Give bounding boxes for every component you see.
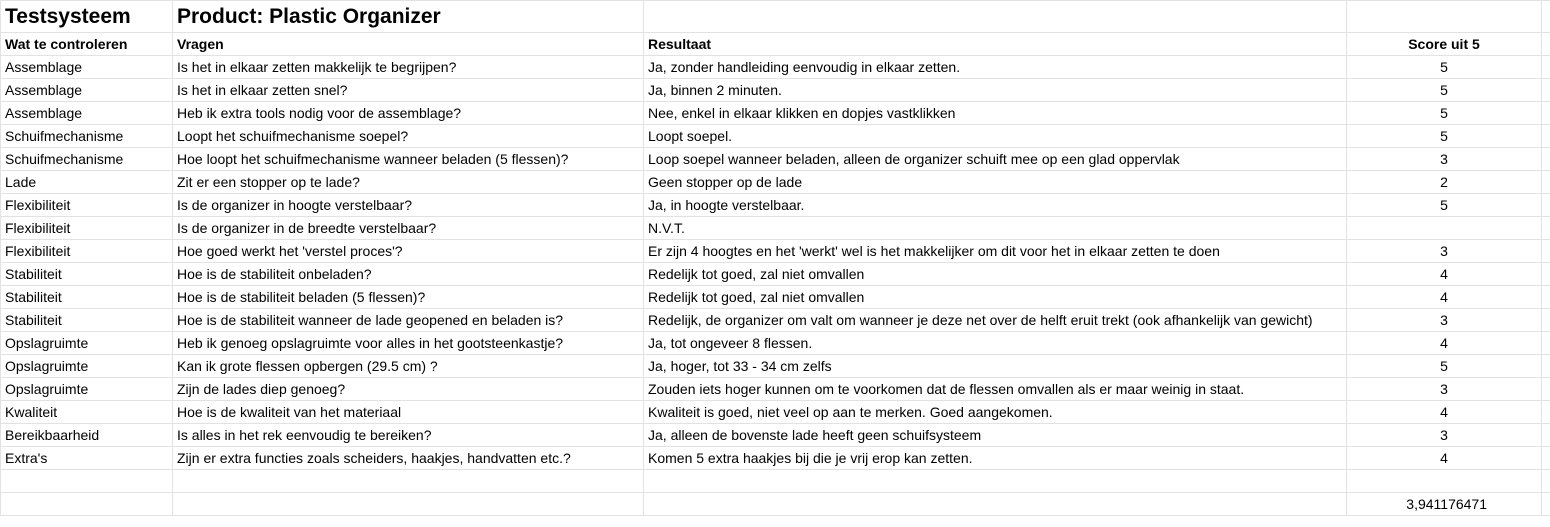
check-cell[interactable]: Bereikbaarheid — [1, 424, 173, 447]
cell[interactable] — [1542, 470, 1550, 493]
result-cell[interactable]: N.V.T. — [644, 217, 1347, 240]
cell[interactable] — [1542, 355, 1550, 378]
header-score-cell[interactable]: Score uit 5 — [1347, 33, 1542, 56]
empty-row — [1, 470, 1550, 493]
score-cell[interactable]: 5 — [1347, 355, 1542, 378]
score-cell[interactable]: 4 — [1347, 332, 1542, 355]
question-cell[interactable]: Hoe is de stabiliteit onbeladen? — [173, 263, 644, 286]
question-cell[interactable]: Is het in elkaar zetten snel? — [173, 79, 644, 102]
cell[interactable] — [1542, 240, 1550, 263]
question-cell[interactable]: Is de organizer in de breedte verstelbaar? — [173, 217, 644, 240]
result-cell[interactable]: Er zijn 4 hoogtes en het 'werkt' wel is het makkelijker om dit voor het in elkaar zetten te doen — [644, 240, 1347, 263]
cell[interactable] — [1, 470, 173, 493]
question-cell[interactable]: Kan ik grote flessen opbergen (29.5 cm) ? — [173, 355, 644, 378]
score-cell[interactable]: 3 — [1347, 378, 1542, 401]
table-row — [1, 401, 1550, 424]
cell[interactable] — [1347, 1, 1542, 33]
check-cell[interactable]: Flexibiliteit — [1, 217, 173, 240]
table-row — [1, 171, 1550, 194]
check-cell[interactable]: Flexibiliteit — [1, 240, 173, 263]
header-result-cell[interactable]: Resultaat — [644, 33, 1347, 56]
cell[interactable] — [644, 1, 1347, 33]
cell[interactable] — [1542, 424, 1550, 447]
check-cell[interactable]: Flexibiliteit — [1, 194, 173, 217]
cell[interactable] — [1542, 286, 1550, 309]
table-row — [1, 424, 1550, 447]
question-cell[interactable]: Zijn er extra functies zoals scheiders, haakjes, handvatten etc.? — [173, 447, 644, 470]
cell[interactable] — [1542, 1, 1550, 33]
score-cell[interactable]: 5 — [1347, 125, 1542, 148]
check-cell[interactable]: Kwaliteit — [1, 401, 173, 424]
question-cell[interactable]: Zijn de lades diep genoeg? — [173, 378, 644, 401]
cell[interactable] — [1542, 447, 1550, 470]
score-cell[interactable]: 2 — [1347, 171, 1542, 194]
score-cell[interactable]: 5 — [1347, 56, 1542, 79]
result-cell[interactable]: Kwaliteit is goed, niet veel op aan te merken. Goed aangekomen. — [644, 401, 1347, 424]
question-cell[interactable]: Hoe is de stabiliteit beladen (5 flessen)? — [173, 286, 644, 309]
check-cell[interactable]: Opslagruimte — [1, 378, 173, 401]
question-cell[interactable]: Is de organizer in hoogte verstelbaar? — [173, 194, 644, 217]
result-cell[interactable]: Ja, in hoogte verstelbaar. — [644, 194, 1347, 217]
table-row — [1, 102, 1550, 125]
result-cell[interactable]: Redelijk, de organizer om valt om wanneer je deze net over de helft eruit trekt (ook afhankelijk van gewicht) — [644, 309, 1347, 332]
average-row — [1, 493, 1550, 516]
check-cell[interactable]: Assemblage — [1, 79, 173, 102]
sheet-title-cell[interactable]: Testsysteem — [1, 1, 173, 33]
cell[interactable] — [1542, 125, 1550, 148]
result-cell[interactable]: Ja, tot ongeveer 8 flessen. — [644, 332, 1347, 355]
score-cell[interactable]: 3 — [1347, 424, 1542, 447]
result-cell[interactable]: Nee, enkel in elkaar klikken en dopjes vastklikken — [644, 102, 1347, 125]
question-cell[interactable]: Is alles in het rek eenvoudig te bereiken? — [173, 424, 644, 447]
question-cell[interactable]: Zit er een stopper op te lade? — [173, 171, 644, 194]
score-cell[interactable]: 3 — [1347, 240, 1542, 263]
result-cell[interactable]: Zouden iets hoger kunnen om te voorkomen dat de flessen omvallen als er maar weinig in staat. — [644, 378, 1347, 401]
score-cell[interactable]: 4 — [1347, 447, 1542, 470]
cell[interactable] — [1542, 493, 1550, 516]
question-cell[interactable]: Heb ik genoeg opslagruimte voor alles in het gootsteenkastje? — [173, 332, 644, 355]
cell[interactable] — [1542, 56, 1550, 79]
table-row — [1, 194, 1550, 217]
result-cell[interactable]: Ja, hoger, tot 33 - 34 cm zelfs — [644, 355, 1347, 378]
cell[interactable] — [1542, 102, 1550, 125]
table-row — [1, 286, 1550, 309]
cell[interactable] — [1542, 378, 1550, 401]
check-cell[interactable]: Opslagruimte — [1, 355, 173, 378]
question-cell[interactable]: Hoe is de kwaliteit van het materiaal — [173, 401, 644, 424]
table-row — [1, 378, 1550, 401]
cell[interactable] — [1542, 401, 1550, 424]
table-row — [1, 263, 1550, 286]
table-row — [1, 355, 1550, 378]
cell[interactable] — [1542, 171, 1550, 194]
result-cell[interactable]: Ja, binnen 2 minuten. — [644, 79, 1347, 102]
table-row — [1, 79, 1550, 102]
header-row — [1, 33, 1550, 56]
cell[interactable] — [1, 493, 173, 516]
score-cell[interactable]: 5 — [1347, 102, 1542, 125]
cell[interactable] — [1542, 332, 1550, 355]
header-check-cell[interactable]: Wat te controleren — [1, 33, 173, 56]
score-cell[interactable]: 3 — [1347, 148, 1542, 171]
score-cell[interactable] — [1347, 217, 1542, 240]
cell[interactable] — [1542, 217, 1550, 240]
question-cell[interactable]: Is het in elkaar zetten makkelijk te begrijpen? — [173, 56, 644, 79]
cell[interactable] — [173, 493, 644, 516]
cell[interactable] — [1542, 148, 1550, 171]
check-cell[interactable]: Stabiliteit — [1, 286, 173, 309]
table-row — [1, 125, 1550, 148]
product-title-cell[interactable]: Product: Plastic Organizer — [173, 1, 644, 33]
question-cell[interactable]: Hoe goed werkt het 'verstel proces'? — [173, 240, 644, 263]
check-cell[interactable]: Stabiliteit — [1, 263, 173, 286]
table-row — [1, 56, 1550, 79]
check-cell[interactable]: Assemblage — [1, 102, 173, 125]
question-cell[interactable]: Hoe loopt het schuifmechanisme wanneer beladen (5 flessen)? — [173, 148, 644, 171]
result-cell[interactable]: Komen 5 extra haakjes bij die je vrij erop kan zetten. — [644, 447, 1347, 470]
cell[interactable] — [1542, 79, 1550, 102]
question-cell[interactable]: Loopt het schuifmechanisme soepel? — [173, 125, 644, 148]
score-cell[interactable]: 3 — [1347, 309, 1542, 332]
cell[interactable] — [1542, 309, 1550, 332]
cell[interactable] — [1347, 470, 1542, 493]
score-cell[interactable]: 5 — [1347, 79, 1542, 102]
cell[interactable] — [173, 470, 644, 493]
check-cell[interactable]: Opslagruimte — [1, 332, 173, 355]
table-row — [1, 217, 1550, 240]
title-row — [1, 1, 1550, 33]
check-cell[interactable]: Stabiliteit — [1, 309, 173, 332]
table-row — [1, 148, 1550, 171]
table-row — [1, 240, 1550, 263]
average-score-cell[interactable]: 3,941176471 — [1347, 493, 1542, 516]
cell[interactable] — [644, 493, 1347, 516]
cell[interactable] — [1542, 33, 1550, 56]
cell[interactable] — [1542, 263, 1550, 286]
table-row — [1, 447, 1550, 470]
table-row — [1, 332, 1550, 355]
check-cell[interactable]: Extra's — [1, 447, 173, 470]
table-row — [1, 309, 1550, 332]
result-cell[interactable]: Geen stopper op de lade — [644, 171, 1347, 194]
result-cell[interactable]: Ja, alleen de bovenste lade heeft geen schuifsysteem — [644, 424, 1347, 447]
score-cell[interactable]: 5 — [1347, 194, 1542, 217]
check-cell[interactable]: Schuifmechanisme — [1, 125, 173, 148]
result-cell[interactable]: Redelijk tot goed, zal niet omvallen — [644, 263, 1347, 286]
cell[interactable] — [1542, 194, 1550, 217]
score-cell[interactable]: 4 — [1347, 263, 1542, 286]
result-cell[interactable]: Loop soepel wanneer beladen, alleen de organizer schuift mee op een glad oppervlak — [644, 148, 1347, 171]
result-cell[interactable]: Redelijk tot goed, zal niet omvallen — [644, 286, 1347, 309]
score-cell[interactable]: 4 — [1347, 401, 1542, 424]
check-cell[interactable]: Lade — [1, 171, 173, 194]
result-cell[interactable]: Loopt soepel. — [644, 125, 1347, 148]
check-cell[interactable]: Schuifmechanisme — [1, 148, 173, 171]
score-cell[interactable]: 4 — [1347, 286, 1542, 309]
question-cell[interactable]: Heb ik extra tools nodig voor de assemblage? — [173, 102, 644, 125]
result-cell[interactable]: Ja, zonder handleiding eenvoudig in elkaar zetten. — [644, 56, 1347, 79]
cell[interactable] — [644, 470, 1347, 493]
header-question-cell[interactable]: Vragen — [173, 33, 644, 56]
check-cell[interactable]: Assemblage — [1, 56, 173, 79]
question-cell[interactable]: Hoe is de stabiliteit wanneer de lade geopened en beladen is? — [173, 309, 644, 332]
